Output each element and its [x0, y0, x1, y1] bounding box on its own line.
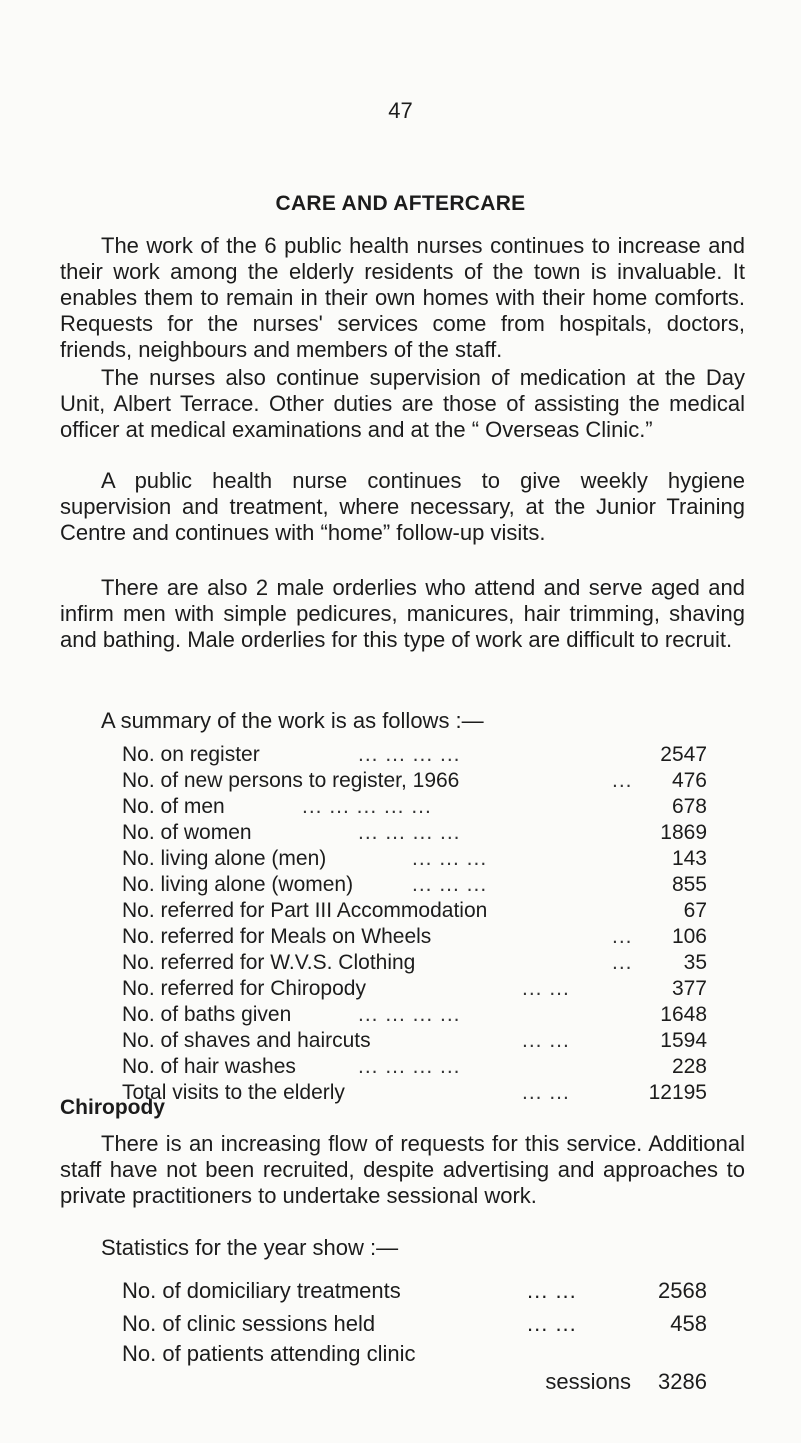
stats-intro: Statistics for the year show :—	[101, 1235, 399, 1260]
row-label: No. referred for W.V.S. Clothing	[122, 951, 416, 974]
leader-dots: ... ...	[522, 1081, 570, 1104]
table-row	[122, 1307, 707, 1340]
row-value: 228	[671, 1055, 707, 1078]
row-value: 3286	[658, 1369, 707, 1394]
row-value: 678	[671, 795, 707, 818]
row-value: 1594	[660, 1029, 707, 1052]
row-value: 143	[671, 847, 707, 870]
row-label: No. of men	[122, 795, 225, 818]
row-value: 106	[671, 925, 707, 948]
row-label: No. on register	[122, 743, 260, 766]
row-value: 458	[670, 1311, 707, 1336]
table-row	[122, 898, 707, 924]
row-label: No. of clinic sessions held	[122, 1311, 376, 1336]
paragraph: A public health nurse continues to give weekly hygiene supervision and treatment, where necessary, at the Junior Training Centre and continues with “home” follow-up visits.	[60, 468, 745, 545]
row-value: 377	[671, 977, 707, 1000]
row-value: 1869	[660, 821, 707, 844]
leader-dots: ... ... ... ...	[358, 743, 461, 766]
row-label: Total visits to the elderly	[122, 1081, 345, 1104]
table-row	[122, 924, 707, 950]
paragraph: There are also 2 male orderlies who attend and serve aged and infirm men with simple pedicures, manicures, hair trimming, shaving and bathing. Male orderlies for this type of work are difficult to recruit.	[60, 575, 745, 652]
row-value: 476	[671, 769, 707, 792]
leader-dots: ... ... ... ...	[358, 1003, 461, 1026]
table-row	[122, 742, 707, 768]
row-value: 2568	[658, 1278, 707, 1303]
row-label: No. referred for Part III Accommodation	[122, 899, 488, 922]
row-label: No. of new persons to register, 1966	[122, 769, 460, 792]
leader-dots: ... ...	[527, 1311, 577, 1336]
paragraph: The nurses also continue supervision of medication at the Day Unit, Albert Terrace. Other duties are those of assisting the medical officer at medical examinations and at the “ Overseas Clinic.”	[60, 365, 745, 442]
leader-dots: ...	[612, 769, 633, 792]
row-value: 855	[671, 873, 707, 896]
chiropody-stats-table	[122, 1274, 707, 1396]
row-label: No. referred for Meals on Wheels	[122, 925, 432, 948]
leader-dots: ... ... ... ...	[358, 1055, 461, 1078]
row-label: No. of hair washes	[122, 1055, 296, 1078]
leader-dots: ... ... ...	[412, 873, 488, 896]
table-row	[122, 950, 707, 976]
row-value: 1648	[660, 1003, 707, 1026]
row-value: 67	[683, 899, 707, 922]
table-row	[122, 1080, 707, 1106]
table-row	[122, 820, 707, 846]
row-value: 35	[683, 951, 707, 974]
leader-dots: ... ...	[522, 1029, 570, 1052]
leader-dots: ... ...	[522, 977, 570, 1000]
page-number: 47	[388, 98, 413, 123]
summary-table	[122, 742, 707, 1106]
table-row-continuation	[122, 1368, 707, 1396]
table-row	[122, 1028, 707, 1054]
table-row	[122, 1054, 707, 1080]
summary-intro: A summary of the work is as follows :—	[101, 708, 484, 733]
paragraph: The work of the 6 public health nurses continues to increase and their work among the elderly residents of the town is invaluable. It enables them to remain in their own homes with their home comforts. Requests for the nurses' services come from hospitals, doctors, friends, neighbours and members of the staff.	[60, 233, 745, 362]
section-heading: CARE AND AFTERCARE	[275, 192, 526, 215]
table-row	[122, 1002, 707, 1028]
table-row	[122, 768, 707, 794]
leader-dots: ...	[612, 925, 633, 948]
row-label: No. of shaves and haircuts	[122, 1029, 371, 1052]
table-row	[122, 1274, 707, 1307]
table-row	[122, 846, 707, 872]
leader-dots: ...	[612, 951, 633, 974]
row-value: 12195	[648, 1081, 707, 1104]
leader-dots: ... ... ... ...	[358, 821, 461, 844]
row-label: No. referred for Chiropody	[122, 977, 366, 1000]
row-label-continuation: sessions	[545, 1369, 631, 1394]
table-row	[122, 872, 707, 898]
row-label: No. of women	[122, 821, 252, 844]
leader-dots: ... ... ... ... ...	[302, 795, 432, 818]
row-label: No. living alone (men)	[122, 847, 327, 870]
row-value: 2547	[660, 743, 707, 766]
row-label: No. of patients attending clinic	[122, 1341, 416, 1366]
row-label: No. living alone (women)	[122, 873, 354, 896]
row-label: No. of baths given	[122, 1003, 292, 1026]
leader-dots: ... ...	[527, 1278, 577, 1303]
paragraph: There is an increasing flow of requests for this service. Additional staff have not been recruited, despite advertising and approaches to private practitioners to undertake sessional work.	[60, 1131, 745, 1208]
leader-dots: ... ... ...	[412, 847, 488, 870]
table-row	[122, 1340, 707, 1368]
table-row	[122, 794, 707, 820]
chiropody-heading: Chiropody	[60, 1096, 165, 1119]
row-label: No. of domiciliary treatments	[122, 1278, 401, 1303]
table-row	[122, 976, 707, 1002]
